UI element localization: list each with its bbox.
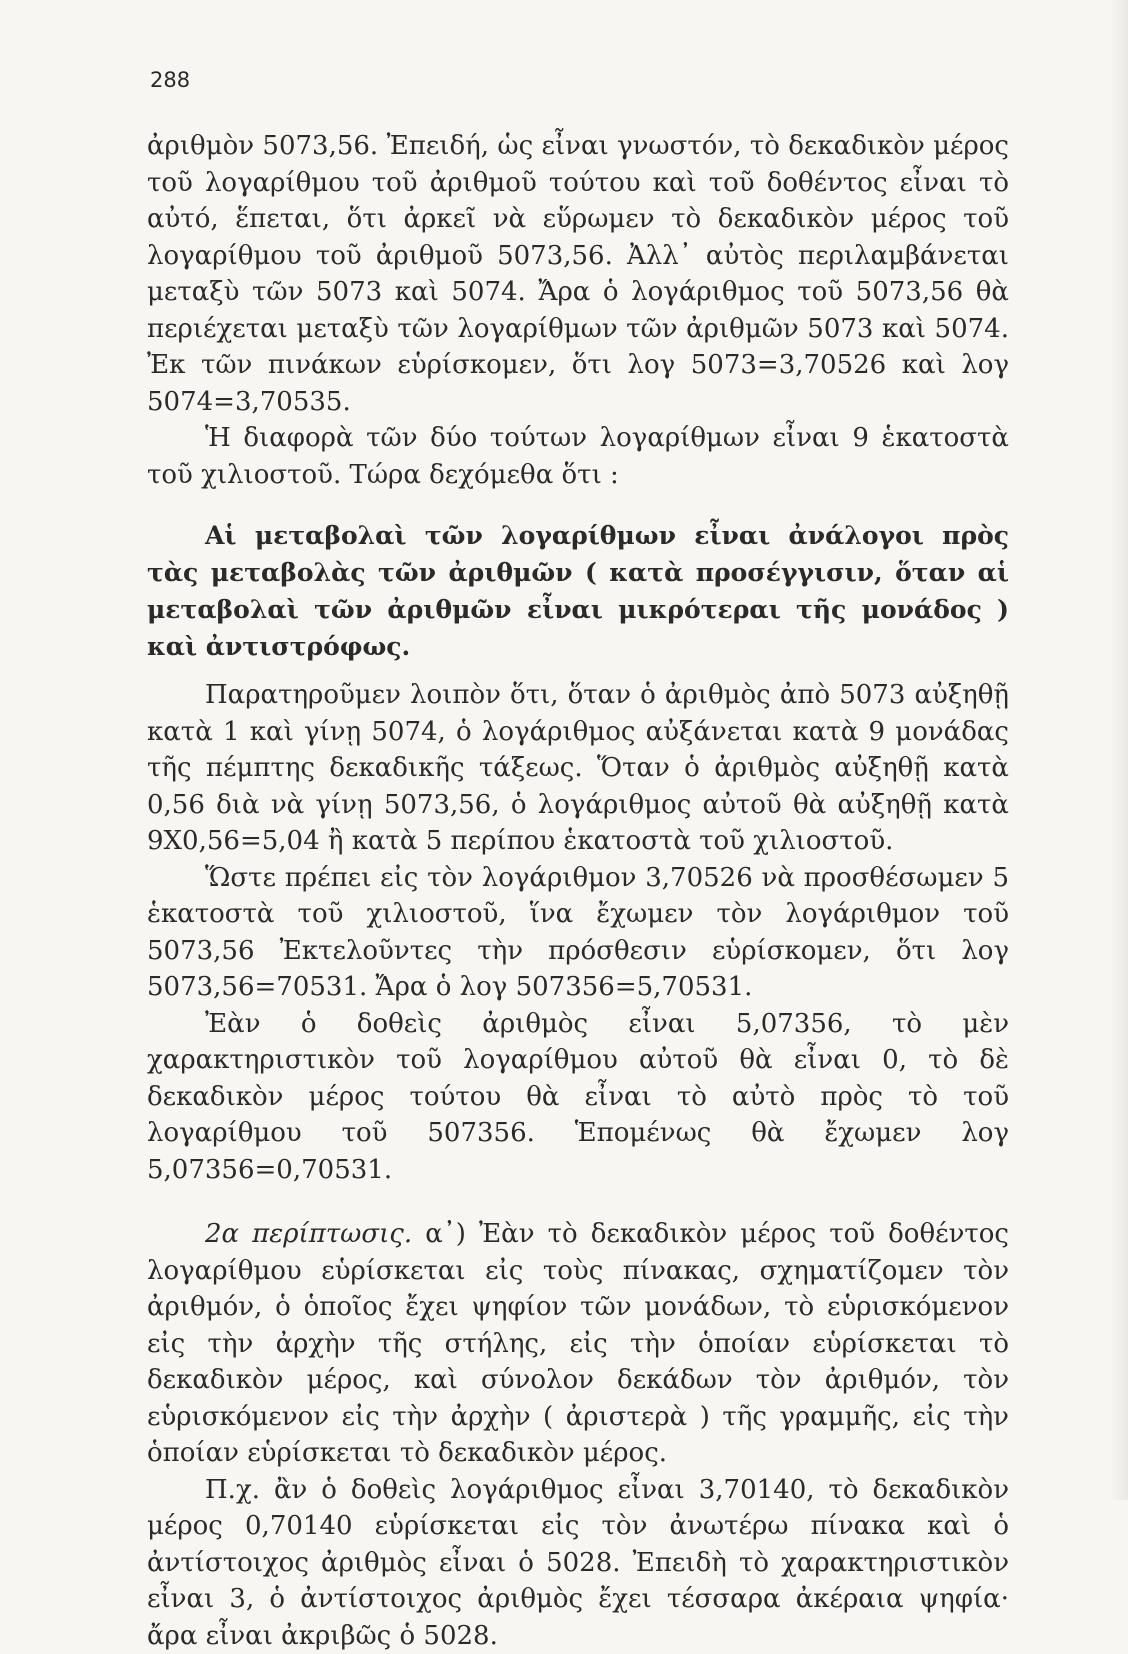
case-2-text: α᾽) Ἐὰν τὸ δεκαδικὸν μέρος τοῦ δοθέντος λογαρίθμου εὑρίσκεται εἰς τοὺς πίνακας, σχηματίζομεν τὸν ἀριθμόν, ὁ ὁποῖος ἔχει ψηφίον τῶν μονάδων, τὸ εὑρισκόμενον εἰς τὴν ἀρχὴν τῆς στήλης, εἰς τὴν ὁποίαν εὑρίσκεται τὸ δεκαδικὸν μέρος, καὶ σύνολον δεκάδων τὸν ἀριθμόν, τὸν εὑρισκόμενον εἰς τὴν ἀρχὴν ( ἀριστερὰ ) τῆς γραμμῆς, εἰς τὴν ὁποίαν εὑρίσκεται τὸ δεκαδικὸν μέρος.	[147, 1219, 1009, 1468]
paragraph-case-2	[147, 1216, 1009, 1472]
paragraph-intro: ἀριθμὸν 5073,56. Ἐπειδή, ὡς εἶναι γνωστόν, τὸ δεκαδικὸν μέρος τοῦ λογαρίθμου τοῦ ἀριθμοῦ τούτου καὶ τοῦ δοθέντος εἶναι τὸ αὐτό, ἕπεται, ὅτι ἀρκεῖ νὰ εὕρωμεν τὸ δεκαδικὸν μέρος τοῦ λογαρίθμου τοῦ ἀριθμοῦ 5073,56. Ἀλλ᾽ αὐτὸς περιλαμβάνεται μεταξὺ τῶν 5073 καὶ 5074. Ἄρα ὁ λογάριθμος τοῦ 5073,56 θὰ περιέχεται μεταξὺ τῶν λογαρίθμων τῶν ἀριθμῶν 5073 καὶ 5074. Ἐκ τῶν πινάκων εὑρίσκομεν, ὅτι λογ 5073=3,70526 καὶ λογ 5074=3,70535.	[147, 128, 1009, 420]
rule-statement: Αἱ μεταβολαὶ τῶν λογαρίθμων εἶναι ἀνάλογοι πρὸς τὰς μεταβολὰς τῶν ἀριθμῶν ( κατὰ προσέγγισιν, ὅταν αἱ μεταβολαὶ τῶν ἀριθμῶν εἶναι μικρότεραι τῆς μονάδος ) καὶ ἀντιστρόφως.	[147, 517, 1009, 665]
page-edge-shadow	[1110, 0, 1128, 1500]
page-body	[147, 128, 1009, 1654]
paragraph-example: Π.χ. ἂν ὁ δοθεὶς λογάριθμος εἶναι 3,70140, τὸ δεκαδικὸν μέρος 0,70140 εὑρίσκεται εἰς τὸν ἀνωτέρω πίνακα καὶ ὁ ἀντίστοιχος ἀριθμὸς εἶναι ὁ 5028. Ἐπειδὴ τὸ χαρακτηριστικὸν εἶναι 3, ὁ ἀντίστοιχος ἀριθμὸς ἔχει τέσσαρα ἀκέραια ψηφία· ἄρα εἶναι ἀκριβῶς ὁ 5028.	[147, 1472, 1009, 1654]
paragraph-observation: Παρατηροῦμεν λοιπὸν ὅτι, ὅταν ὁ ἀριθμὸς ἀπὸ 5073 αὐξηθῇ κατὰ 1 καὶ γίνῃ 5074, ὁ λογάριθμος αὐξάνεται κατὰ 9 μονάδας τῆς πέμπτης δεκαδικῆς τάξεως. Ὅταν ὁ ἀριθμὸς αὐξηθῇ κατὰ 0,56 διὰ νὰ γίνῃ 5073,56, ὁ λογάριθμος αὐτοῦ θὰ αὐξηθῇ κατὰ 9Χ0,56=5,04 ἢ κατὰ 5 περίπου ἑκατοστὰ τοῦ χιλιοστοῦ.	[147, 677, 1009, 860]
paragraph-addition: Ὥστε πρέπει εἰς τὸν λογάριθμον 3,70526 νὰ προσθέσωμεν 5 ἑκατοστὰ τοῦ χιλιοστοῦ, ἵνα ἔχωμεν τὸν λογάριθμον τοῦ 5073,56 Ἐκτελοῦντες τὴν πρόσθεσιν εὑρίσκομεν, ὅτι λογ 5073,56=70531. Ἄρα ὁ λογ 507356=5,70531.	[147, 860, 1009, 1006]
paragraph-difference: Ἡ διαφορὰ τῶν δύο τούτων λογαρίθμων εἶναι 9 ἑκατοστὰ τοῦ χιλιοστοῦ. Τώρα δεχόμεθα ὅτι :	[147, 420, 1009, 493]
paragraph-decimal-case: Ἐὰν ὁ δοθεὶς ἀριθμὸς εἶναι 5,07356, τὸ μὲν χαρακτηριστικὸν τοῦ λογαρίθμου αὐτοῦ θὰ εἶναι 0, τὸ δὲ δεκαδικὸν μέρος τούτου θὰ εἶναι τὸ αὐτὸ πρὸς τὸ τοῦ λογαρίθμου τοῦ 507356. Ἑπομένως θὰ ἔχωμεν λογ 5,07356=0,70531.	[147, 1006, 1009, 1189]
page-number: 288	[150, 68, 190, 92]
case-2-label: 2α περίπτωσις.	[205, 1219, 412, 1249]
